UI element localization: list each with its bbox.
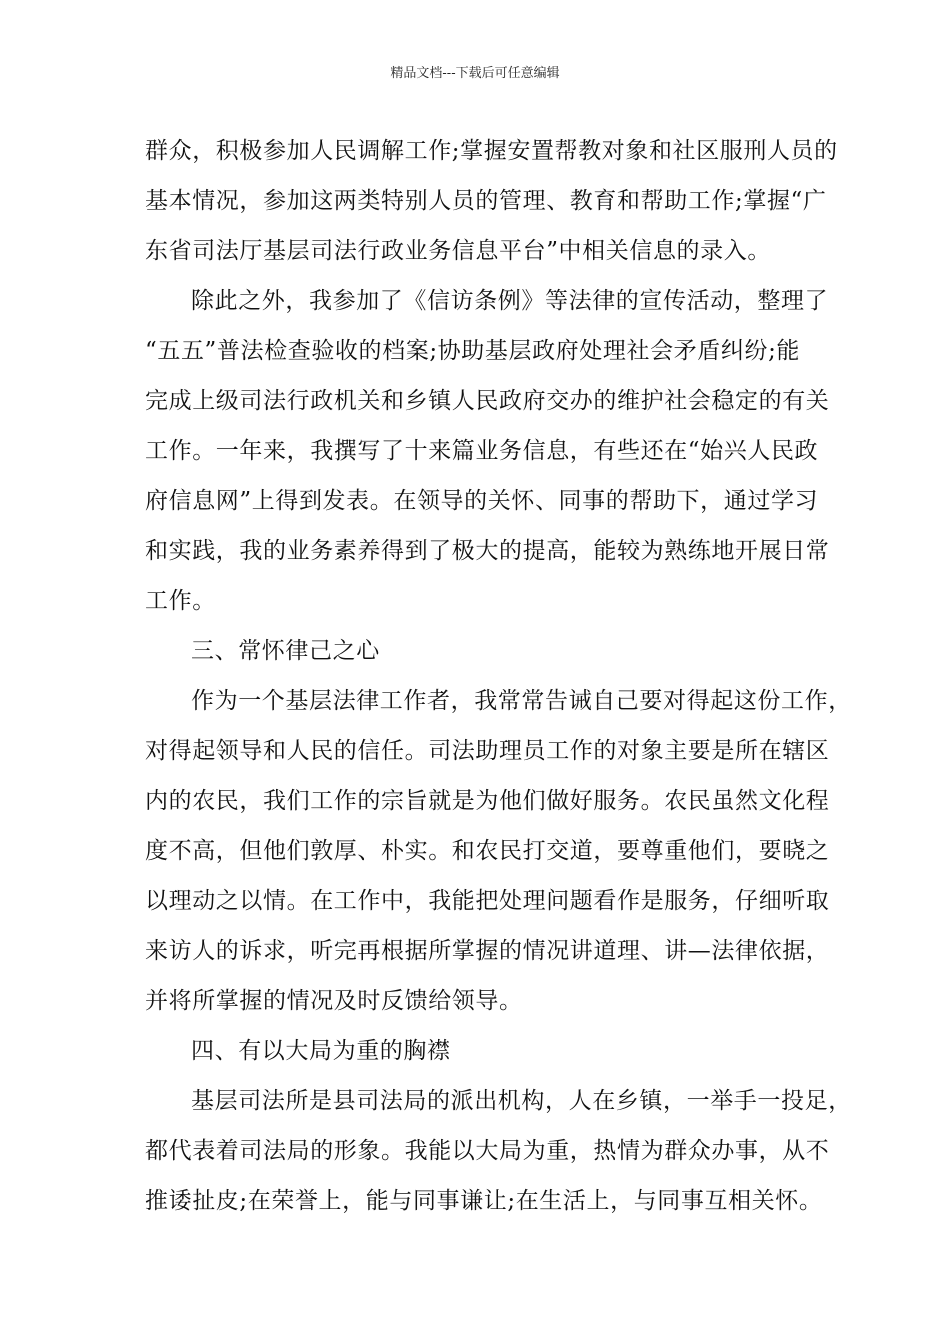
section-heading: 四、有以大局为重的胸襟 (191, 1038, 451, 1064)
text-line: 推诿扯皮;在荣誉上，能与同事谦让;在生活上，与同事互相关怀。 (145, 1188, 823, 1214)
text-line: 工作。 (145, 588, 216, 614)
text-line: 群众，积极参加人民调解工作;掌握安置帮教对象和社区服刑人员的 (145, 138, 838, 164)
text-line: 完成上级司法行政机关和乡镇人民政府交办的维护社会稳定的有关 (145, 388, 830, 414)
text-line: 和实践，我的业务素养得到了极大的提高，能较为熟练地开展日常 (145, 538, 830, 564)
text-line: 都代表着司法局的形象。我能以大局为重，热情为群众办事，从不 (145, 1138, 830, 1164)
paragraph-start-line: 基层司法所是县司法局的派出机构，人在乡镇，一举手一投足， (191, 1088, 852, 1114)
text-line: 以理动之以情。在工作中，我能把处理问题看作是服务，仔细听取 (145, 888, 830, 914)
text-line: 并将所掌握的情况及时反馈给领导。 (145, 988, 523, 1014)
text-line: 工作。一年来，我撰写了十来篇业务信息，有些还在“始兴人民政 (145, 438, 819, 464)
text-line: 内的农民，我们工作的宗旨就是为他们做好服务。农民虽然文化程 (145, 788, 830, 814)
text-line: 度不高，但他们敦厚、朴实。和农民打交道，要尊重他们，要晓之 (145, 838, 830, 864)
text-line: 对得起领导和人民的信任。司法助理员工作的对象主要是所在辖区 (145, 738, 830, 764)
paragraph-start-line: 除此之外，我参加了《信访条例》等法律的宣传活动，整理了 (191, 288, 829, 314)
page-header: 精品文档---下载后可任意编辑 (390, 66, 560, 81)
text-line: 来访人的诉求，听完再根据所掌握的情况讲道理、讲—法律依据， (145, 938, 830, 964)
text-line: 东省司法厅基层司法行政业务信息平台”中相关信息的录入。 (145, 238, 771, 264)
text-line: “五五”普法检查验收的档案;协助基层政府处理社会矛盾纠纷;能 (145, 338, 801, 364)
paragraph-start-line: 作为一个基层法律工作者，我常常告诫自己要对得起这份工作， (191, 688, 852, 714)
text-line: 府信息网”上得到发表。在领导的关怀、同事的帮助下，通过学习 (145, 488, 819, 514)
document-body (145, 130, 852, 1230)
section-heading: 三、常怀律己之心 (191, 638, 380, 664)
text-line: 基本情况，参加这两类特别人员的管理、教育和帮助工作;掌握“广 (145, 188, 827, 214)
